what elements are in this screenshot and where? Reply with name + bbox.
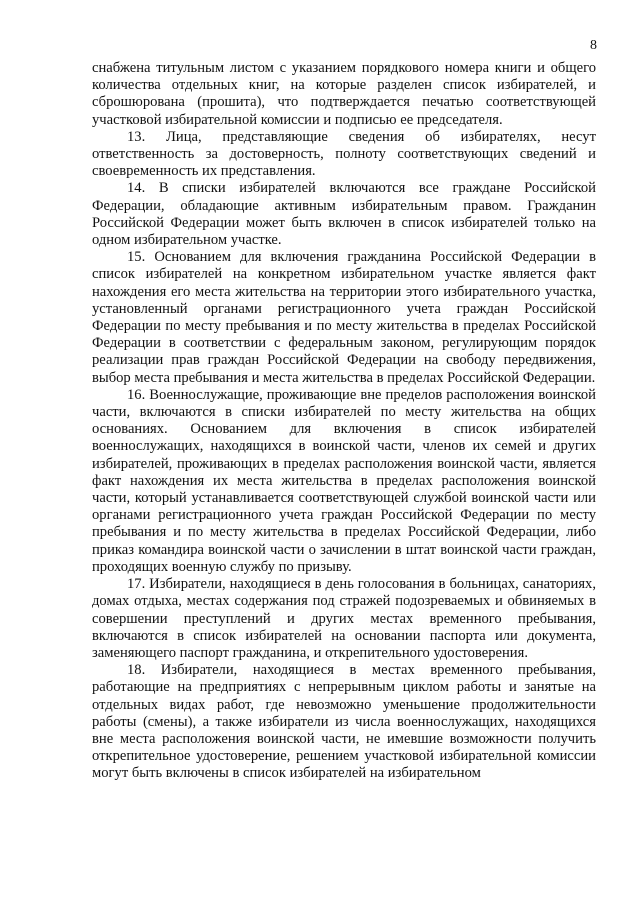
paragraph-17: 17. Избиратели, находящиеся в день голосования в больницах, санаториях, домах отдыха, местах содержания под стражей подозреваемых и обвиняемых в совершении преступлений и других местах временного пребывания, включаются в список избирателей на основании паспорта или документа, заменяющего паспорт гражданина, и открепительного удостоверения. — [92, 576, 596, 661]
document-body — [92, 60, 596, 783]
paragraph-15: 15. Основанием для включения гражданина Российской Федерации в список избирателей на конкретном избирательном участке является факт нахождения его места жительства на территории этого избирательного участка, установленный органами регистрационного учета граждан Российской Федерации по месту пребывания и по месту жительства в пределах Российской Федерации в соответствии с федеральным законом, регулирующим порядок реализации прав граждан Российской Федерации на свободу передвижения, выбор места пребывания и места жительства в пределах Российской Федерации. — [92, 249, 596, 386]
paragraph-13: 13. Лица, представляющие сведения об избирателях, несут ответственность за достоверность, полноту соответствующих сведений и своевременность их представления. — [92, 128, 596, 180]
paragraph-18: 18. Избиратели, находящиеся в местах временного пребывания, работающие на предприятиях с непрерывным циклом работы и занятые на отдельных видах работ, где невозможно уменьшение продолжительности работы (смены), а также избиратели из числа военнослужащих, находящихся вне места расположения воинской части, не имевшие возможности получить открепительное удостоверение, решением участковой избирательной комиссии могут быть включены в список избирателей на избирательном — [92, 662, 596, 782]
page-number: 8 — [590, 38, 597, 53]
paragraph-16: 16. Военнослужащие, проживающие вне пределов расположения воинской части, включаются в списки избирателей по месту жительства на общих основаниях. Основанием для включения в список избирателей военнослужащих, находящихся в воинской части, членов их семей и других избирателей, проживающих в пределах расположения воинской части, является факт нахождения их места жительства в пределах расположения воинской части, который устанавливается соответствующей службой воинской части или органами регистрационного учета граждан Российской Федерации по месту пребывания и по месту жительства в пределах Российской Федерации, либо приказ командира воинской части о зачислении в штат воинской части граждан, проходящих военную службу по призыву. — [92, 386, 596, 575]
paragraph-continuation: снабжена титульным листом с указанием порядкового номера книги и общего количества отдельных книг, на которые разделен список избирателей, и сброшюрована (прошита), что подтверждается печатью соответствующей участковой избирательной комиссии и подписью ее председателя. — [92, 60, 596, 128]
paragraph-14: 14. В списки избирателей включаются все граждане Российской Федерации, обладающие активным избирательным правом. Гражданин Российской Федерации может быть включен в список избирателей только на одном избирательном участке. — [92, 180, 596, 249]
